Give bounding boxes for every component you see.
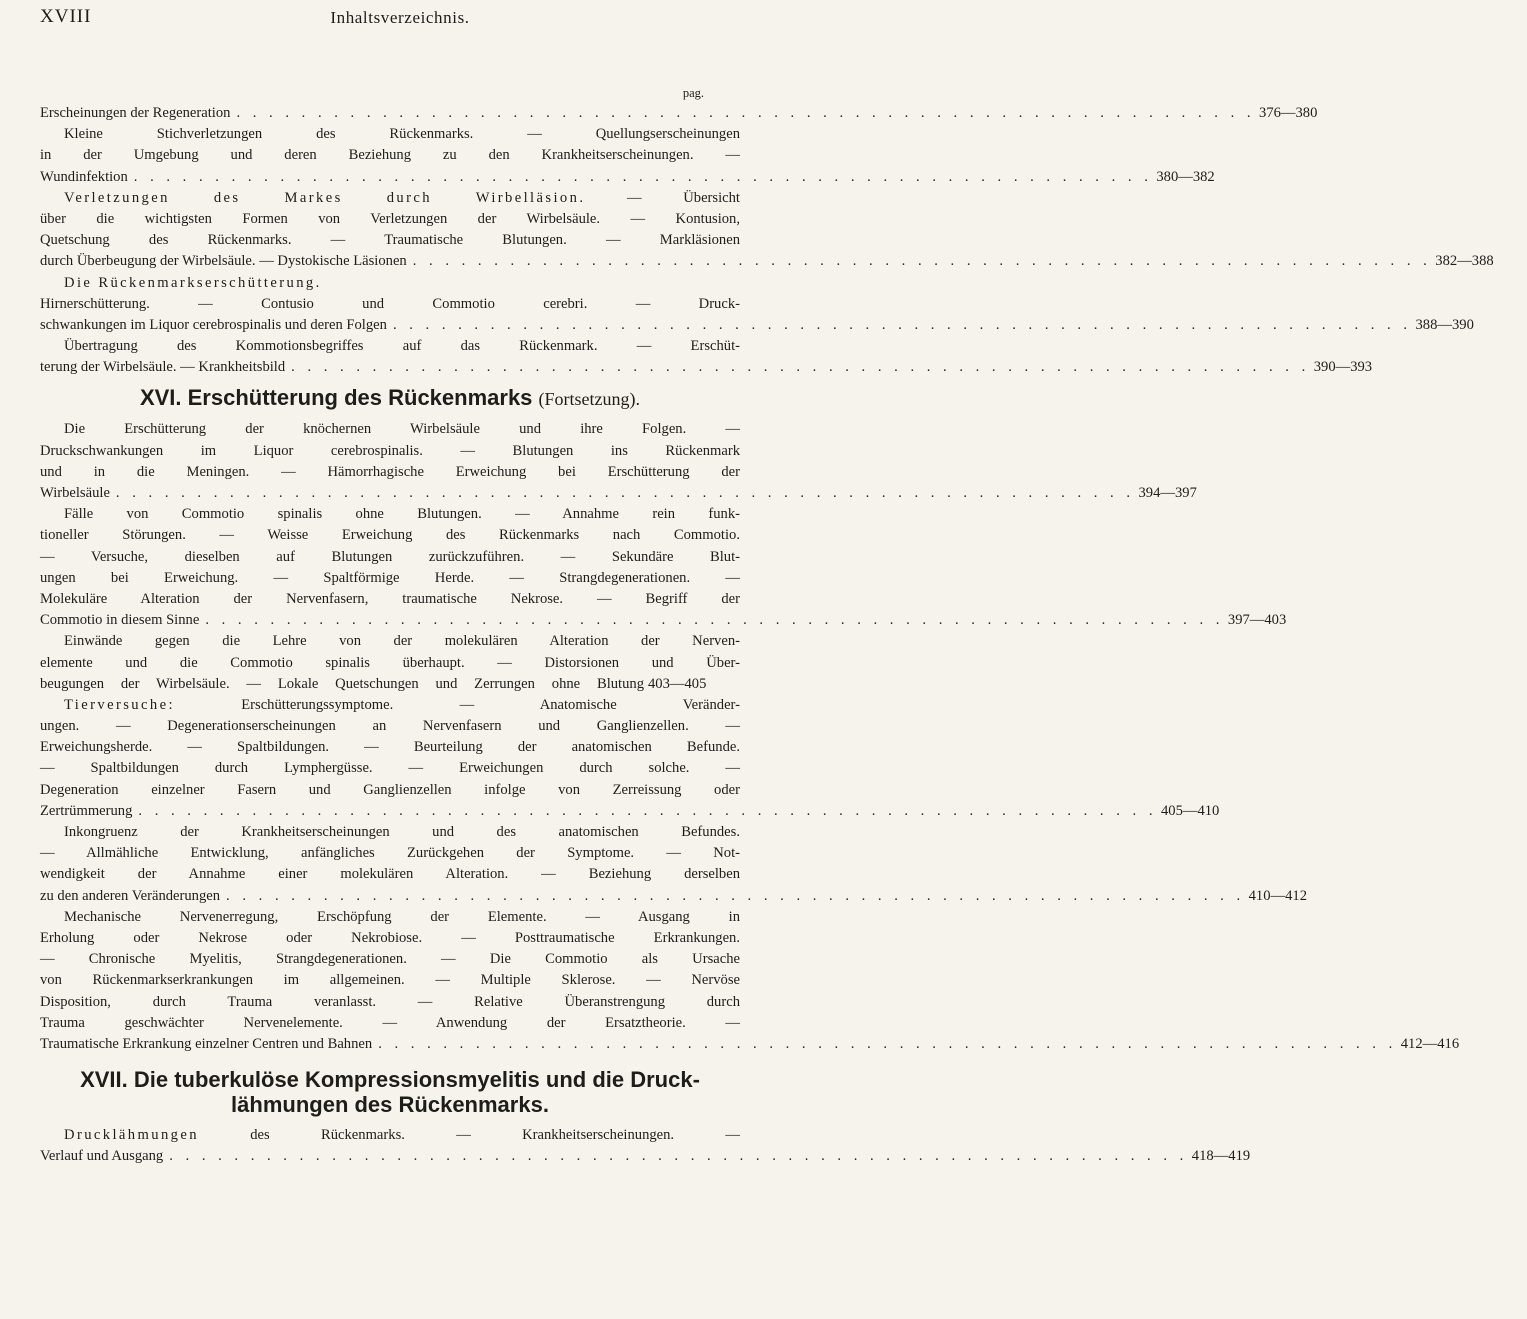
entry-lead-spaced: Drucklähmungen [64, 1127, 199, 1144]
page-range: 397—403 [1227, 612, 1287, 629]
toc-entry [40, 822, 1307, 907]
entry-last-line [40, 1034, 1460, 1055]
entry-text-line: — Spaltbildungen durch Lymphergüsse. — Erweichungen durch solche. — [40, 760, 740, 777]
pag-label: pag. [682, 86, 704, 100]
entry-text-line: Inkongruenz der Krankheitserscheinungen und des anatomischen Befundes. [64, 824, 740, 840]
entry-last-line [40, 167, 1215, 188]
chapter-title: XVI. Erschütterung des Rückenmarks [139, 385, 533, 411]
toc-entry [40, 695, 1220, 822]
leader-dots: . . . . . . . . . . . . . . . . . . . . . . . . . . . . . . . . . . . . . . . . . . . . . . . . . . . . . . . . . . . . . . . [236, 105, 1256, 121]
toc-entry [40, 336, 1373, 378]
leader-dots: . . . . . . . . . . . . . . . . . . . . . . . . . . . . . . . . . . . . . . . . . . . . . . . . . . . . . . . . . . . . . . . [412, 253, 1432, 270]
entry-last-line [40, 357, 1373, 378]
chapter-heading-xvii [40, 1067, 740, 1117]
entry-last-line [40, 103, 1318, 124]
page-range: 410—412 [1248, 887, 1307, 904]
leader-dots: . . . . . . . . . . . . . . . . . . . . . . . . . . . . . . . . . . . . . . . . . . . . . . . . . . . . . . . . . . . . . . . [138, 802, 1157, 819]
entry-text: Wundinfektion [40, 168, 128, 185]
page-range: 418—419 [1191, 1148, 1251, 1165]
entry-text: Commotio in diesem Sinne [40, 612, 200, 629]
page-header [0, 6, 800, 36]
entry-last-line [40, 801, 1220, 822]
entry-text-line: Erweichungsherde. — Spaltbildungen. — Beurteilung der anatomischen Befunde. [40, 739, 740, 756]
entry-text-line: Fälle von Commotio spinalis ohne Blutungen. — Annahme rein funk- [64, 506, 740, 523]
entry-last-line [40, 483, 1197, 504]
toc-entry [40, 273, 1474, 337]
leader-dots: . . . . . . . . . . . . . . . . . . . . . . . . . . . . . . . . . . . . . . . . . . . . . . . . . . . . . . . . . . . . . . . [291, 359, 1310, 376]
entry-text-line: Mechanische Nervenerregung, Erschöpfung der Elemente. — Ausgang in [64, 908, 740, 925]
leader-dots: . . . . . . . . . . . . . . . . . . . . . . . . . . . . . . . . . . . . . . . . . . . . . . . . . . . . . . . . . . . . . . . [392, 316, 1412, 333]
entry-last-line [40, 610, 1287, 631]
entry-text-line: elemente und die Commotio spinalis überhaupt. — Distorsionen und Über- [40, 654, 740, 671]
entry-title-line [40, 273, 740, 294]
page-range: 390—393 [1313, 359, 1373, 376]
page-range: 394—397 [1138, 485, 1197, 501]
entry-lead-rest: Erschütterungssymptome. — Anatomische Veränder- [174, 696, 740, 713]
entry-lead-line [40, 695, 740, 716]
page-range: 376—380 [1259, 105, 1318, 121]
page-range: 403—405 [648, 675, 707, 692]
entry-text-line: in der Umgebung und deren Beziehung zu den Krankheitserscheinungen. — [40, 147, 740, 164]
chapter-subtitle: (Fortsetzung). [538, 389, 641, 410]
entry-lead-spaced: Verletzungen des Markes durch Wirbelläsion. [64, 189, 586, 206]
entry-text-line: Disposition, durch Trauma veranlasst. — Relative Überanstrengung durch [40, 993, 740, 1010]
entry-text: zu den anderen Veränderungen [40, 887, 221, 904]
toc-entry [40, 1125, 1251, 1167]
page-range: 380—382 [1156, 168, 1215, 185]
leader-dots: . . . . . . . . . . . . . . . . . . . . . . . . . . . . . . . . . . . . . . . . . . . . . . . . . . . . . . . . . . . . . . . [226, 887, 1245, 904]
entry-lead-rest: des Rückenmarks. — Krankheitserscheinungen. — [198, 1127, 740, 1144]
entry-text-line: Übertragung des Kommotionsbegriffes auf das Rückenmark. — Erschüt- [64, 338, 740, 355]
entry-pages-line [40, 674, 740, 695]
entry-text-line: ungen. — Degenerationserscheinungen an Nervenfasern und Ganglienzellen. — [40, 718, 740, 735]
entry-text-line: Druckschwankungen im Liquor cerebrospinalis. — Blutungen ins Rückenmark [40, 442, 740, 459]
entry-last-line [40, 886, 1307, 907]
leader-dots: . . . . . . . . . . . . . . . . . . . . . . . . . . . . . . . . . . . . . . . . . . . . . . . . . . . . . . . . . . . . . . . [378, 1035, 1397, 1052]
page-range: 412—416 [1400, 1035, 1460, 1052]
entry-text-line: tioneller Störungen. — Weisse Erweichung des Rückenmarks nach Commotio. [40, 527, 740, 544]
entry-text-line: von Rückenmarkserkrankungen im allgemeinen. — Multiple Sklerose. — Nervöse [40, 972, 740, 989]
entry-text-line [40, 315, 1474, 336]
toc-entry [40, 124, 1215, 188]
entry-text: Erscheinungen der Regeneration [40, 105, 231, 121]
chapter-title-line-2: lähmungen des Rückenmarks. [231, 1092, 549, 1118]
chapter-title-line-1: XVII. Die tuberkulöse Kompressionsmyelitis und die Druck- [80, 1067, 700, 1093]
entry-text-line: über die wichtigsten Formen von Verletzungen der Wirbelsäule. — Kontusion, [40, 210, 740, 227]
toc-section-continued [40, 103, 1494, 378]
entry-title-spaced: Die Rückenmarkserschütterung. [64, 274, 322, 291]
entry-text-line: — Versuche, dieselben auf Blutungen zurückzuführen. — Sekundäre Blut- [40, 548, 740, 565]
page-number: XVIII [40, 6, 92, 27]
leader-dots: . . . . . . . . . . . . . . . . . . . . . . . . . . . . . . . . . . . . . . . . . . . . . . . . . . . . . . . . . . . . . . . [133, 168, 1153, 185]
entry-lead-line [40, 188, 740, 209]
page-range: 388—390 [1415, 316, 1474, 333]
page-range: 405—410 [1160, 802, 1220, 819]
entry-text: durch Überbeugung der Wirbelsäule. — Dystokische Läsionen [40, 253, 407, 270]
entry-text-line: Molekuläre Alteration der Nervenfasern, traumatische Nekrose. — Begriff der [40, 590, 740, 607]
page-range: 382—388 [1435, 253, 1494, 270]
entry-text-line: Quetschung des Rückenmarks. — Traumatische Blutungen. — Markläsionen [40, 232, 740, 249]
entry-text-line: Degeneration einzelner Fasern und Ganglienzellen infolge von Zerreissung oder [40, 781, 740, 798]
entry-text-line: Kleine Stichverletzungen des Rückenmarks. — Quellungserscheinungen [64, 126, 740, 143]
entry-lead-spaced: Tierversuche: [64, 696, 175, 713]
chapter-heading-xvi [40, 384, 740, 413]
entry-text-line: Hirnerschütterung. — Contusio und Commotio cerebri. — Druck- [40, 295, 740, 312]
entry-last-line [40, 1146, 1251, 1167]
entry-text-line: Einwände gegen die Lehre von der molekulären Alteration der Nerven- [64, 633, 740, 650]
toc-entry [40, 631, 740, 695]
entry-text: Verlauf und Ausgang [40, 1148, 164, 1165]
entry-text-line: Die Erschütterung der knöchernen Wirbelsäule und ihre Folgen. — [64, 421, 740, 438]
entry-lead-rest: — Übersicht [585, 189, 740, 206]
entry-text: Wirbelsäule [40, 485, 110, 501]
toc-entry [40, 419, 1197, 504]
leader-dots: . . . . . . . . . . . . . . . . . . . . . . . . . . . . . . . . . . . . . . . . . . . . . . . . . . . . . . . . . . . . . . . [169, 1148, 1188, 1165]
entry-text-line: und in die Meningen. — Hämorrhagische Erweichung bei Erschütterung der [40, 463, 740, 480]
entry-text-line: — Allmähliche Entwicklung, anfängliches Zurückgehen der Symptome. — Not- [40, 845, 740, 862]
entry-last-line [40, 251, 1494, 272]
entry-text: schwankungen im Liquor cerebrospinalis und deren Folgen [40, 316, 387, 333]
toc-section-xvii [40, 1125, 1251, 1167]
entry-text-line: Erholung oder Nekrose oder Nekrobiose. — Posttraumatische Erkrankungen. [40, 929, 740, 946]
entry-text: Zertrümmerung [40, 802, 133, 819]
entry-text: terung der Wirbelsäule. — Krankheitsbild [40, 359, 286, 376]
toc-entry [40, 103, 1318, 124]
leader-dots: . . . . . . . . . . . . . . . . . . . . . . . . . . . . . . . . . . . . . . . . . . . . . . . . . . . . . . . . . . . . . . . [115, 485, 1135, 501]
entry-text: Traumatische Erkrankung einzelner Centren und Bahnen [40, 1035, 373, 1052]
running-title: Inhaltsverzeichnis. [330, 8, 470, 27]
table-of-contents [40, 103, 1494, 1167]
toc-entry [40, 504, 1287, 631]
toc-entry [40, 907, 1460, 1055]
entry-text-line: Trauma geschwächter Nervenelemente. — Anwendung der Ersatztheorie. — [40, 1014, 740, 1031]
entry-text-line: ungen bei Erweichung. — Spaltförmige Herde. — Strangdegenerationen. — [40, 569, 740, 586]
entry-text: beugungen der Wirbelsäule. — Lokale Quetschungen und Zerrungen ohne Blutung [40, 675, 644, 692]
leader-dots: . . . . . . . . . . . . . . . . . . . . . . . . . . . . . . . . . . . . . . . . . . . . . . . . . . . . . . . . . . . . . . . [205, 612, 1224, 629]
entry-text-line: wendigkeit der Annahme einer molekulären Alteration. — Beziehung derselben [40, 866, 740, 883]
toc-section-xvi [40, 419, 1460, 1055]
entry-text-line: — Chronische Myelitis, Strangdegenerationen. — Die Commotio als Ursache [40, 951, 740, 968]
toc-entry [40, 188, 1494, 273]
entry-lead-line [40, 1125, 740, 1146]
